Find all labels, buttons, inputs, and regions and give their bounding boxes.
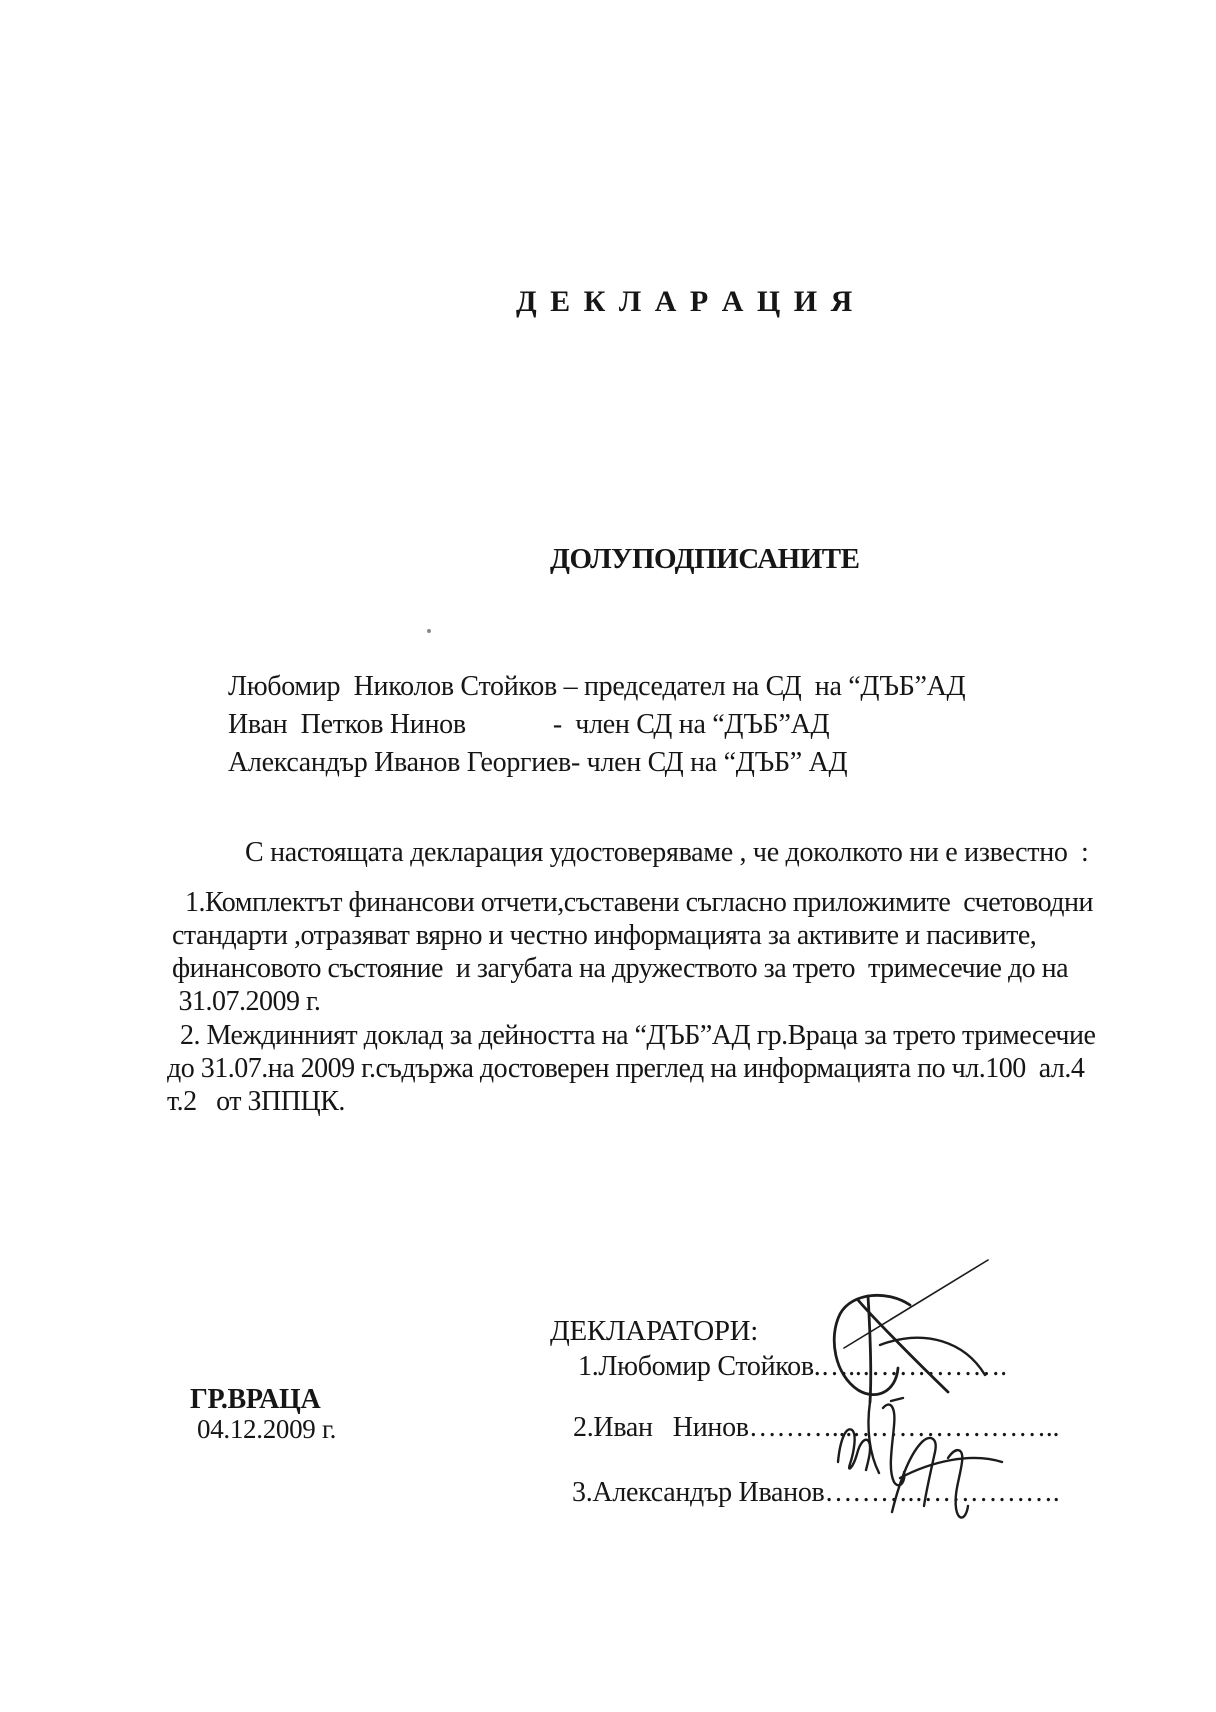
signature-ninov [838,1398,904,1485]
undersigned-heading: ДОЛУПОДПИСАНИТЕ [550,543,860,575]
paragraph-2-line: 2. Междинният доклад за дейността на “ДЪБ”АД гр.Враца за трето тримесечие [167,1020,1096,1051]
declarant-signature-line-3: 3.Александър Иванов……….……………. [572,1477,1060,1508]
signature-ivanov [892,1438,1002,1518]
declarant-signature-line-2: 2.Иван Нинов………...………………….. [573,1412,1060,1443]
paragraph-1-line: финансовото състояние и загубата на дружеството за трето тримесечие до на [172,953,1069,984]
signatory-line-2: Иван Петков Нинов - член СД на “ДЪБ”АД [228,709,830,740]
paragraph-1 [172,886,1132,1018]
scan-artifact-dot [427,629,431,633]
paragraph-2 [167,1019,1127,1118]
date-label: 04.12.2009 г. [197,1414,337,1444]
signatories-block [228,668,965,782]
handwritten-signatures [780,1230,1080,1560]
signature-stoykov [834,1260,988,1473]
declarant-signature-line-1: 1.Любомир Стойков.…..……………. [578,1351,1007,1382]
place-label: ГР.ВРАЦА [190,1384,321,1415]
declarants-heading: ДЕКЛАРАТОРИ: [550,1315,759,1347]
paragraph-1-line: 31.07.2009 г. [172,986,321,1017]
signatory-line-3: Александър Иванов Георгиев- член СД на “ДЪБ” АД [228,747,848,778]
document-title: Д Е К Л А Р А Ц И Я [516,285,856,318]
paragraph-2-line: до 31.07.на 2009 г.съдържа достоверен преглед на информацията по чл.100 ал.4 [167,1053,1085,1084]
paragraph-1-line: стандарти ,отразяват вярно и честно информацията за активите и пасивите, [172,920,1037,951]
intro-sentence: С настоящата декларация удостоверяваме , че доколкото ни е известно : [245,837,1089,868]
paragraph-1-line: 1.Комплектът финансови отчети,съставени съгласно приложимите счетоводни [172,887,1093,918]
signatory-line-1: Любомир Николов Стойков – председател на СД на “ДЪБ”АД [228,671,966,702]
paragraph-2-line: т.2 от ЗППЦК. [167,1086,345,1117]
